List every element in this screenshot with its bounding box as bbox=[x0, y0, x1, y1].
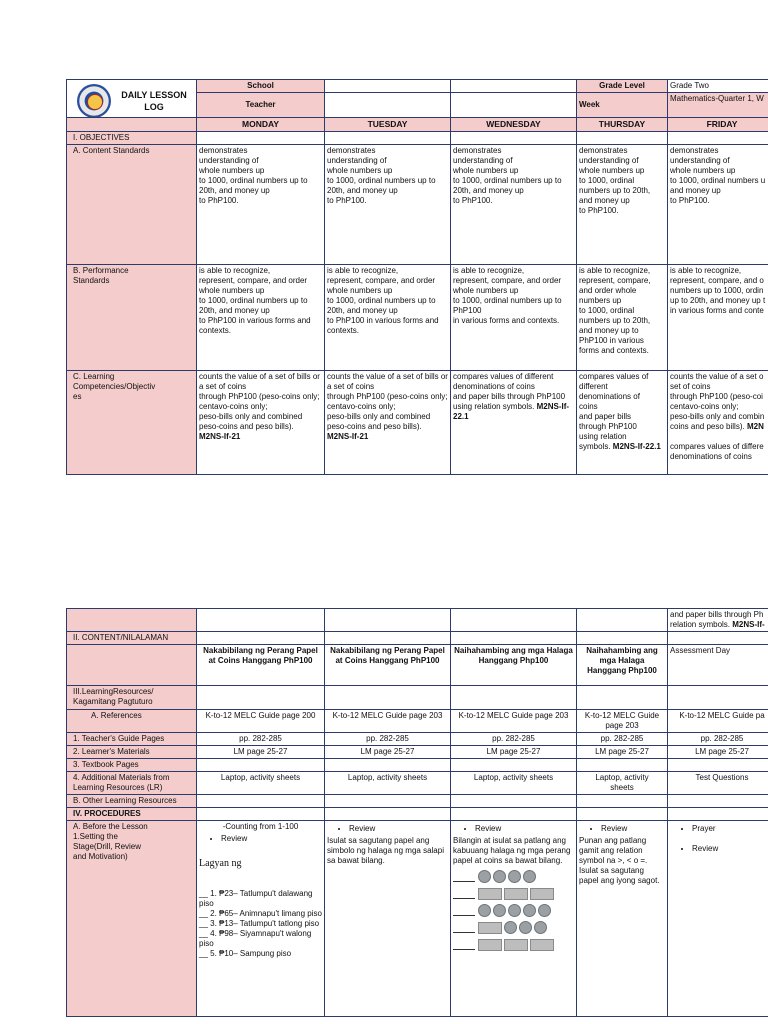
performance-standard-mon: is able to recognize, represent, compare, and order whole numbers up to 1000, ordinal numbers up to 20th, and money up to PhP100 in various forms and contexts. bbox=[197, 265, 325, 371]
competency-code: M2NS-If-21 bbox=[327, 432, 369, 441]
thu-review: • Review bbox=[601, 824, 665, 834]
topic-mon: Nakabibilang ng Perang Papel at Coins Hanggang PhP100 bbox=[197, 645, 325, 686]
lm-wed: LM page 25-27 bbox=[451, 746, 577, 759]
mon-review: • Review bbox=[221, 834, 322, 844]
lm-thu: LM page 25-27 bbox=[577, 746, 668, 759]
thu-text: Punan ang patlang gamit ang relation symbol na >, < o =. Isulat sa sagutang papel ang iyong sagot. bbox=[579, 836, 660, 885]
coin-icon bbox=[519, 921, 532, 934]
coin-icon bbox=[534, 921, 547, 934]
coin-icon bbox=[508, 904, 521, 917]
grade-level-label: Grade Level bbox=[577, 80, 668, 93]
additional-tue: Laptop, activity sheets bbox=[325, 772, 451, 795]
lesson-log-table-procedures bbox=[66, 608, 768, 1017]
additional-wed: Laptop, activity sheets bbox=[451, 772, 577, 795]
coin-icon bbox=[478, 870, 491, 883]
day-monday: MONDAY bbox=[197, 118, 325, 132]
competency-code: M2NS-If-22.1 bbox=[612, 442, 661, 451]
coin-row-1 bbox=[453, 868, 574, 885]
content-standard-fri: demonstrates understanding of whole numbers up to 1000, ordinal numbers u and money up to PhP100. bbox=[668, 145, 768, 265]
coin-icon bbox=[523, 904, 536, 917]
mon-item-5: __ 5. ₱10– Sampung piso bbox=[199, 948, 292, 958]
reference-fri: K-to-12 MELC Guide pa bbox=[668, 710, 768, 733]
performance-standard-fri: is able to recognize, represent, compare, and o numbers up to 1000, ordin up to 20th, and money up t in various forms and conte bbox=[668, 265, 768, 371]
wed-text: Bilangin at isulat sa patlang ang kabuuang halaga ng mga perang papel at coins sa bawat bilang. bbox=[453, 836, 571, 865]
header-blank bbox=[67, 118, 197, 132]
tue-review: • Review bbox=[349, 824, 448, 834]
coin-icon bbox=[493, 870, 506, 883]
coin-icon bbox=[478, 904, 491, 917]
objectives-section-label: I. OBJECTIVES bbox=[67, 132, 197, 145]
procedure-thu bbox=[577, 821, 668, 1017]
bill-icon bbox=[478, 888, 502, 900]
competency-code: M2NS-If-21 bbox=[199, 432, 241, 441]
carry-over-cell: and paper bills through Ph relation symbols. M2NS-If- bbox=[668, 609, 768, 632]
coin-icon bbox=[504, 921, 517, 934]
mon-item-2: __ 2. ₱65– Animnapu't limang piso bbox=[199, 908, 322, 918]
lm-tue: LM page 25-27 bbox=[325, 746, 451, 759]
references-label: A. References bbox=[67, 710, 197, 733]
reference-tue: K-to-12 MELC Guide page 203 bbox=[325, 710, 451, 733]
additional-mon: Laptop, activity sheets bbox=[197, 772, 325, 795]
lesson-log-table-objectives bbox=[66, 79, 768, 475]
topic-wed: Naihahambing ang mga Halaga Hanggang Php100 bbox=[451, 645, 577, 686]
lm-mon: LM page 25-27 bbox=[197, 746, 325, 759]
competency-mon: counts the value of a set of bills or a set of coins through PhP100 (peso-coins only; centavo-coins only; peso-bills only and combined peso-coins and peso bills). M2NS-If-21 bbox=[197, 371, 325, 475]
performance-standard-tue: is able to recognize, represent, compare, and order whole numbers up to 1000, ordinal numbers up to 20th, and money up to PhP100 in various forms and contexts. bbox=[325, 265, 451, 371]
procedure-wed bbox=[451, 821, 577, 1017]
lm-label: 2. Learner's Materials bbox=[67, 746, 197, 759]
procedure-mon bbox=[197, 821, 325, 1017]
tg-fri: pp. 282-285 bbox=[668, 733, 768, 746]
competency-tue: counts the value of a set of bills or a set of coins through PhP100 (peso-coins only; centavo-coins only; peso-bills only and combined peso-coins and peso bills). M2NS-If-21 bbox=[325, 371, 451, 475]
learning-area-value: Mathematics-Quarter 1, W bbox=[668, 93, 768, 118]
competencies-label: C. Learning Competencies/Objectiv es bbox=[67, 371, 197, 475]
header-logo-cell bbox=[67, 80, 197, 118]
lm-fri: LM page 25-27 bbox=[668, 746, 768, 759]
procedure-tue bbox=[325, 821, 451, 1017]
other-resources-label: B. Other Learning Resources bbox=[67, 795, 197, 808]
tg-mon: pp. 282-285 bbox=[197, 733, 325, 746]
content-standard-mon: demonstrates understanding of whole numbers up to 1000, ordinal numbers up to 20th, and money up to PhP100. bbox=[197, 145, 325, 265]
mon-item-3: __ 3. ₱13– Tatlumpu't tatlong piso bbox=[199, 918, 320, 928]
tg-label: 1. Teacher's Guide Pages bbox=[67, 733, 197, 746]
teacher-label: Teacher bbox=[197, 93, 325, 118]
additional-thu: Laptop, activity sheets bbox=[577, 772, 668, 795]
reference-wed: K-to-12 MELC Guide page 203 bbox=[451, 710, 577, 733]
competency-wed: compares values of different denominations of coins and paper bills through PhP100 using relation symbols. M2NS-If-22.1 bbox=[451, 371, 577, 475]
day-tuesday: TUESDAY bbox=[325, 118, 451, 132]
competency-fri: counts the value of a set o set of coins through PhP100 (peso-coi centavo-coins only; peso-bills only and combin coins and peso bills). M2N compares values of differe denominations of coins bbox=[668, 371, 768, 475]
additional-materials-label: 4. Additional Materials from Learning Resources (LR) bbox=[67, 772, 197, 795]
procedure-fri bbox=[668, 821, 768, 1017]
coin-row-4 bbox=[453, 919, 574, 936]
reference-thu: K-to-12 MELC Guide page 203 bbox=[577, 710, 668, 733]
wed-review: • Review bbox=[475, 824, 574, 834]
bill-icon bbox=[478, 939, 502, 951]
bill-icon bbox=[530, 888, 554, 900]
day-thursday: THURSDAY bbox=[577, 118, 668, 132]
tue-text: Isulat sa sagutang papel ang simbolo ng halaga ng mga salapi sa bawat bilang. bbox=[327, 836, 444, 865]
coin-row-3 bbox=[453, 902, 574, 919]
fri-prayer: • Prayer bbox=[692, 824, 768, 834]
bill-icon bbox=[504, 939, 528, 951]
content-standard-wed: demonstrates understanding of whole numbers up to 1000, ordinal numbers up to 20th, and money up to PhP100. bbox=[451, 145, 577, 265]
fri-review: • Review bbox=[692, 844, 768, 854]
tg-thu: pp. 282-285 bbox=[577, 733, 668, 746]
content-standard-thu: demonstrates understanding of whole numbers up to 1000, ordinal numbers up to 20th, and money up to PhP100. bbox=[577, 145, 668, 265]
coin-icon bbox=[508, 870, 521, 883]
content-standards-label: A. Content Standards bbox=[67, 145, 197, 265]
performance-standards-label: B. Performance Standards bbox=[67, 265, 197, 371]
mon-lagyan: Lagyan ng bbox=[199, 858, 242, 869]
before-lesson-label: A. Before the Lesson 1.Setting the Stage(Drill, Review and Motivation) bbox=[67, 821, 197, 1017]
performance-standard-wed: is able to recognize, represent, compare, and order whole numbers up to 1000, ordinal numbers up to PhP100 in various forms and contexts. bbox=[451, 265, 577, 371]
coin-exercise bbox=[453, 868, 574, 953]
topic-fri: Assessment Day bbox=[668, 645, 768, 686]
reference-mon: K-to-12 MELC Guide page 200 bbox=[197, 710, 325, 733]
mon-item-4: __ 4. ₱98– Siyamnapu't walong piso bbox=[199, 928, 312, 948]
coin-row-5 bbox=[453, 936, 574, 953]
teacher-value-2 bbox=[451, 93, 577, 118]
coin-icon bbox=[523, 870, 536, 883]
teacher-value bbox=[325, 93, 451, 118]
deped-seal-icon bbox=[77, 84, 111, 118]
coin-row-2 bbox=[453, 885, 574, 902]
content-standard-tue: demonstrates understanding of whole numbers up to 1000, ordinal numbers up to 20th, and money up to PhP100. bbox=[325, 145, 451, 265]
performance-standard-thu: is able to recognize, represent, compare, and order whole numbers up to 1000, ordinal numbers up to 20th, and money up to PhP100 in various forms and contexts. bbox=[577, 265, 668, 371]
content-section-label: II. CONTENT/NILALAMAN bbox=[67, 632, 197, 645]
competency-thu: compares values of different denominations of coins and paper bills through PhP100 using relation symbols. M2NS-If-22.1 bbox=[577, 371, 668, 475]
bill-icon bbox=[478, 922, 502, 934]
topic-tue: Nakabibilang ng Perang Papel at Coins Hanggang PhP100 bbox=[325, 645, 451, 686]
day-wednesday: WEDNESDAY bbox=[451, 118, 577, 132]
day-friday: FRIDAY bbox=[668, 118, 768, 132]
additional-fri: Test Questions bbox=[668, 772, 768, 795]
coin-icon bbox=[493, 904, 506, 917]
bill-icon bbox=[504, 888, 528, 900]
competency-code: M2NS-If-22.1 bbox=[453, 402, 570, 421]
tg-wed: pp. 282-285 bbox=[451, 733, 577, 746]
mon-item-1: __ 1. ₱23– Tatlumpu't dalawang piso bbox=[199, 888, 313, 908]
tg-tue: pp. 282-285 bbox=[325, 733, 451, 746]
topic-thu: Naihahambing ang mga Halaga Hanggang Php100 bbox=[577, 645, 668, 686]
week-label: Week bbox=[577, 93, 668, 118]
school-label: School bbox=[197, 80, 325, 93]
coin-icon bbox=[538, 904, 551, 917]
grade-level-value: Grade Two bbox=[668, 80, 768, 93]
competency-code: M2N bbox=[746, 422, 764, 431]
dll-title: DAILY LESSON LOG bbox=[121, 90, 187, 112]
school-value-2 bbox=[451, 80, 577, 93]
school-value bbox=[325, 80, 451, 93]
resources-section-label: III.LearningResources/ Kagamitang Pagtuturo bbox=[67, 686, 197, 710]
procedures-section-label: IV. PROCEDURES bbox=[67, 808, 197, 821]
textbook-label: 3. Textbook Pages bbox=[67, 759, 197, 772]
bill-icon bbox=[530, 939, 554, 951]
mon-heading: -Counting from 1-100 bbox=[222, 822, 299, 831]
